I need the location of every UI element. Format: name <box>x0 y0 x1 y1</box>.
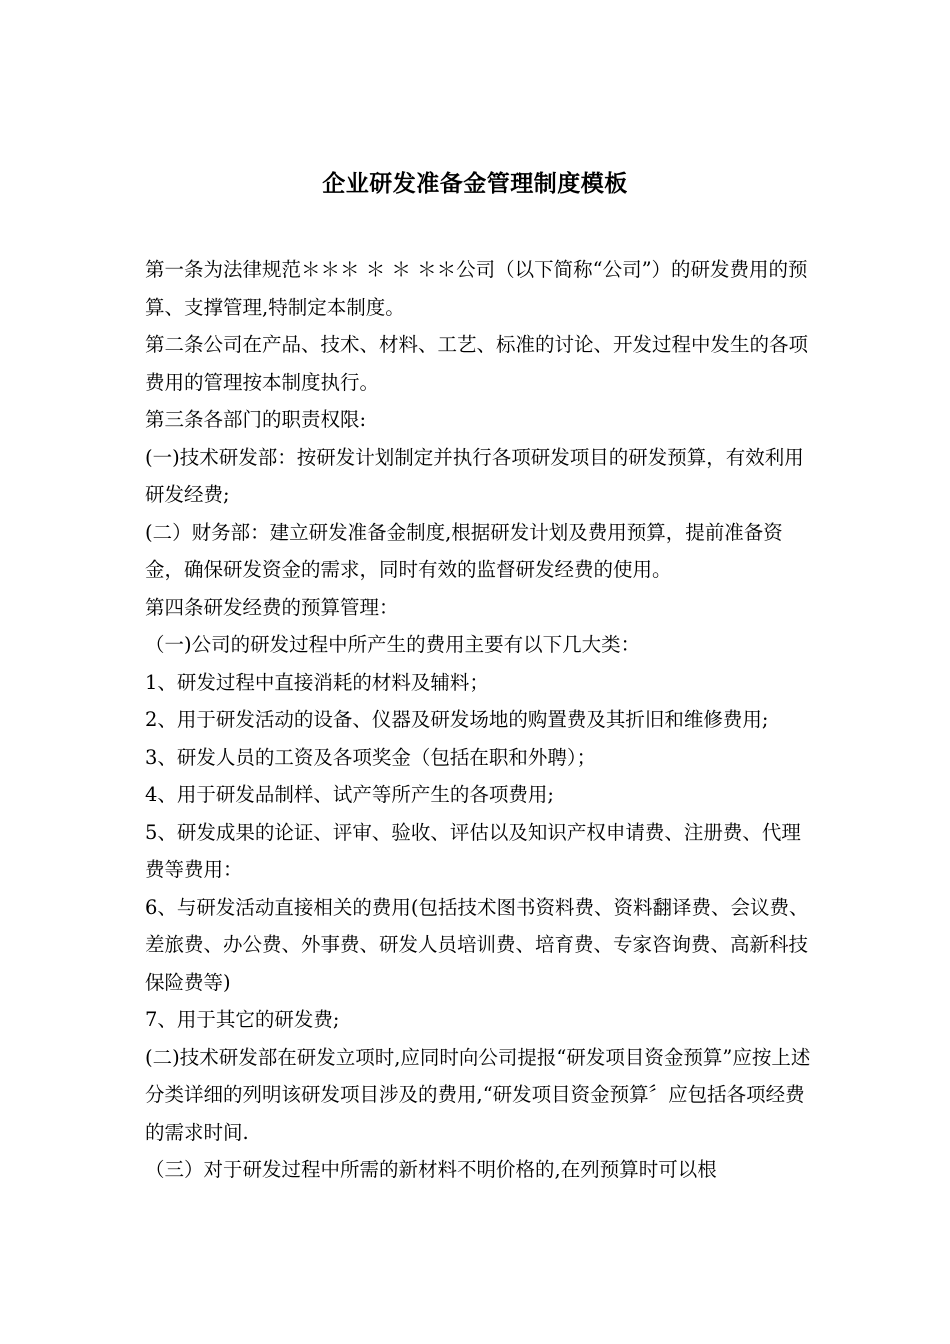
expense-item-2: 2、用于研发活动的设备、仪器及研发场地的购置费及其折旧和维修费用; <box>145 708 769 731</box>
expense-item-5: 5、研发成果的论证、评审、验收、评估以及知识产权申请费、注册费、代理费等费用： <box>145 820 801 881</box>
article-3-heading: 第三条各部门的职责权限: <box>145 408 367 431</box>
expense-item-6: 6、与研发活动直接相关的费用(包括技术图书资料费、资料翻译费、会议费、差旅费、办公费、外事费、研发人员培训费、培育费、专家咨询费、高新科技保险费等) <box>145 895 809 994</box>
article-3-item-1: (一)技术研发部：按研发计划制定并执行各项研发项目的研发预算，有效利用研发经费; <box>145 445 804 506</box>
document-title: 企业研发准备金管理制度模板 <box>322 171 628 197</box>
article-4-section-3: （三）对于研发过程中所需的新材料不明价格的,在列预算时可以根 <box>145 1158 717 1181</box>
expense-item-7: 7、用于其它的研发费; <box>145 1008 340 1031</box>
expense-item-4: 4、用于研发品制样、试产等所产生的各项费用; <box>145 783 554 806</box>
article-2-paragraph: 第二条公司在产品、技术、材料、工艺、标准的讨论、开发过程中发生的各项费用的管理按本制度执行。 <box>145 333 809 394</box>
article-4-heading: 第四条研发经费的预算管理： <box>145 595 399 619</box>
article-4-section-1: （一)公司的研发过程中所产生的费用主要有以下几大类： <box>145 633 641 656</box>
expense-item-1: 1、研发过程中直接消耗的材料及辅料； <box>145 670 489 694</box>
expense-item-3: 3、研发人员的工资及各项奖金（包括在职和外聘）； <box>145 745 597 769</box>
article-3-item-2: (二）财务部：建立研发准备金制度,根据研发计划及费用预算，提前准备资金，确保研发资金的需求，同时有效的监督研发经费的使用。 <box>145 520 783 581</box>
article-1-paragraph: 第一条为法律规范＊＊＊ ＊ ＊ ＊＊公司（以下简称“公司”）的研发费用的预算、支撑管理,特制定本制度。 <box>145 258 808 319</box>
document-body <box>145 251 813 1189</box>
article-4-section-2: (二)技术研发部在研发立项时,应同时向公司提报“研发项目资金预算”应按上述分类详细的列明该研发项目涉及的费用,“研发项目资金预算〞应包括各项经费的需求时间. <box>145 1045 811 1144</box>
